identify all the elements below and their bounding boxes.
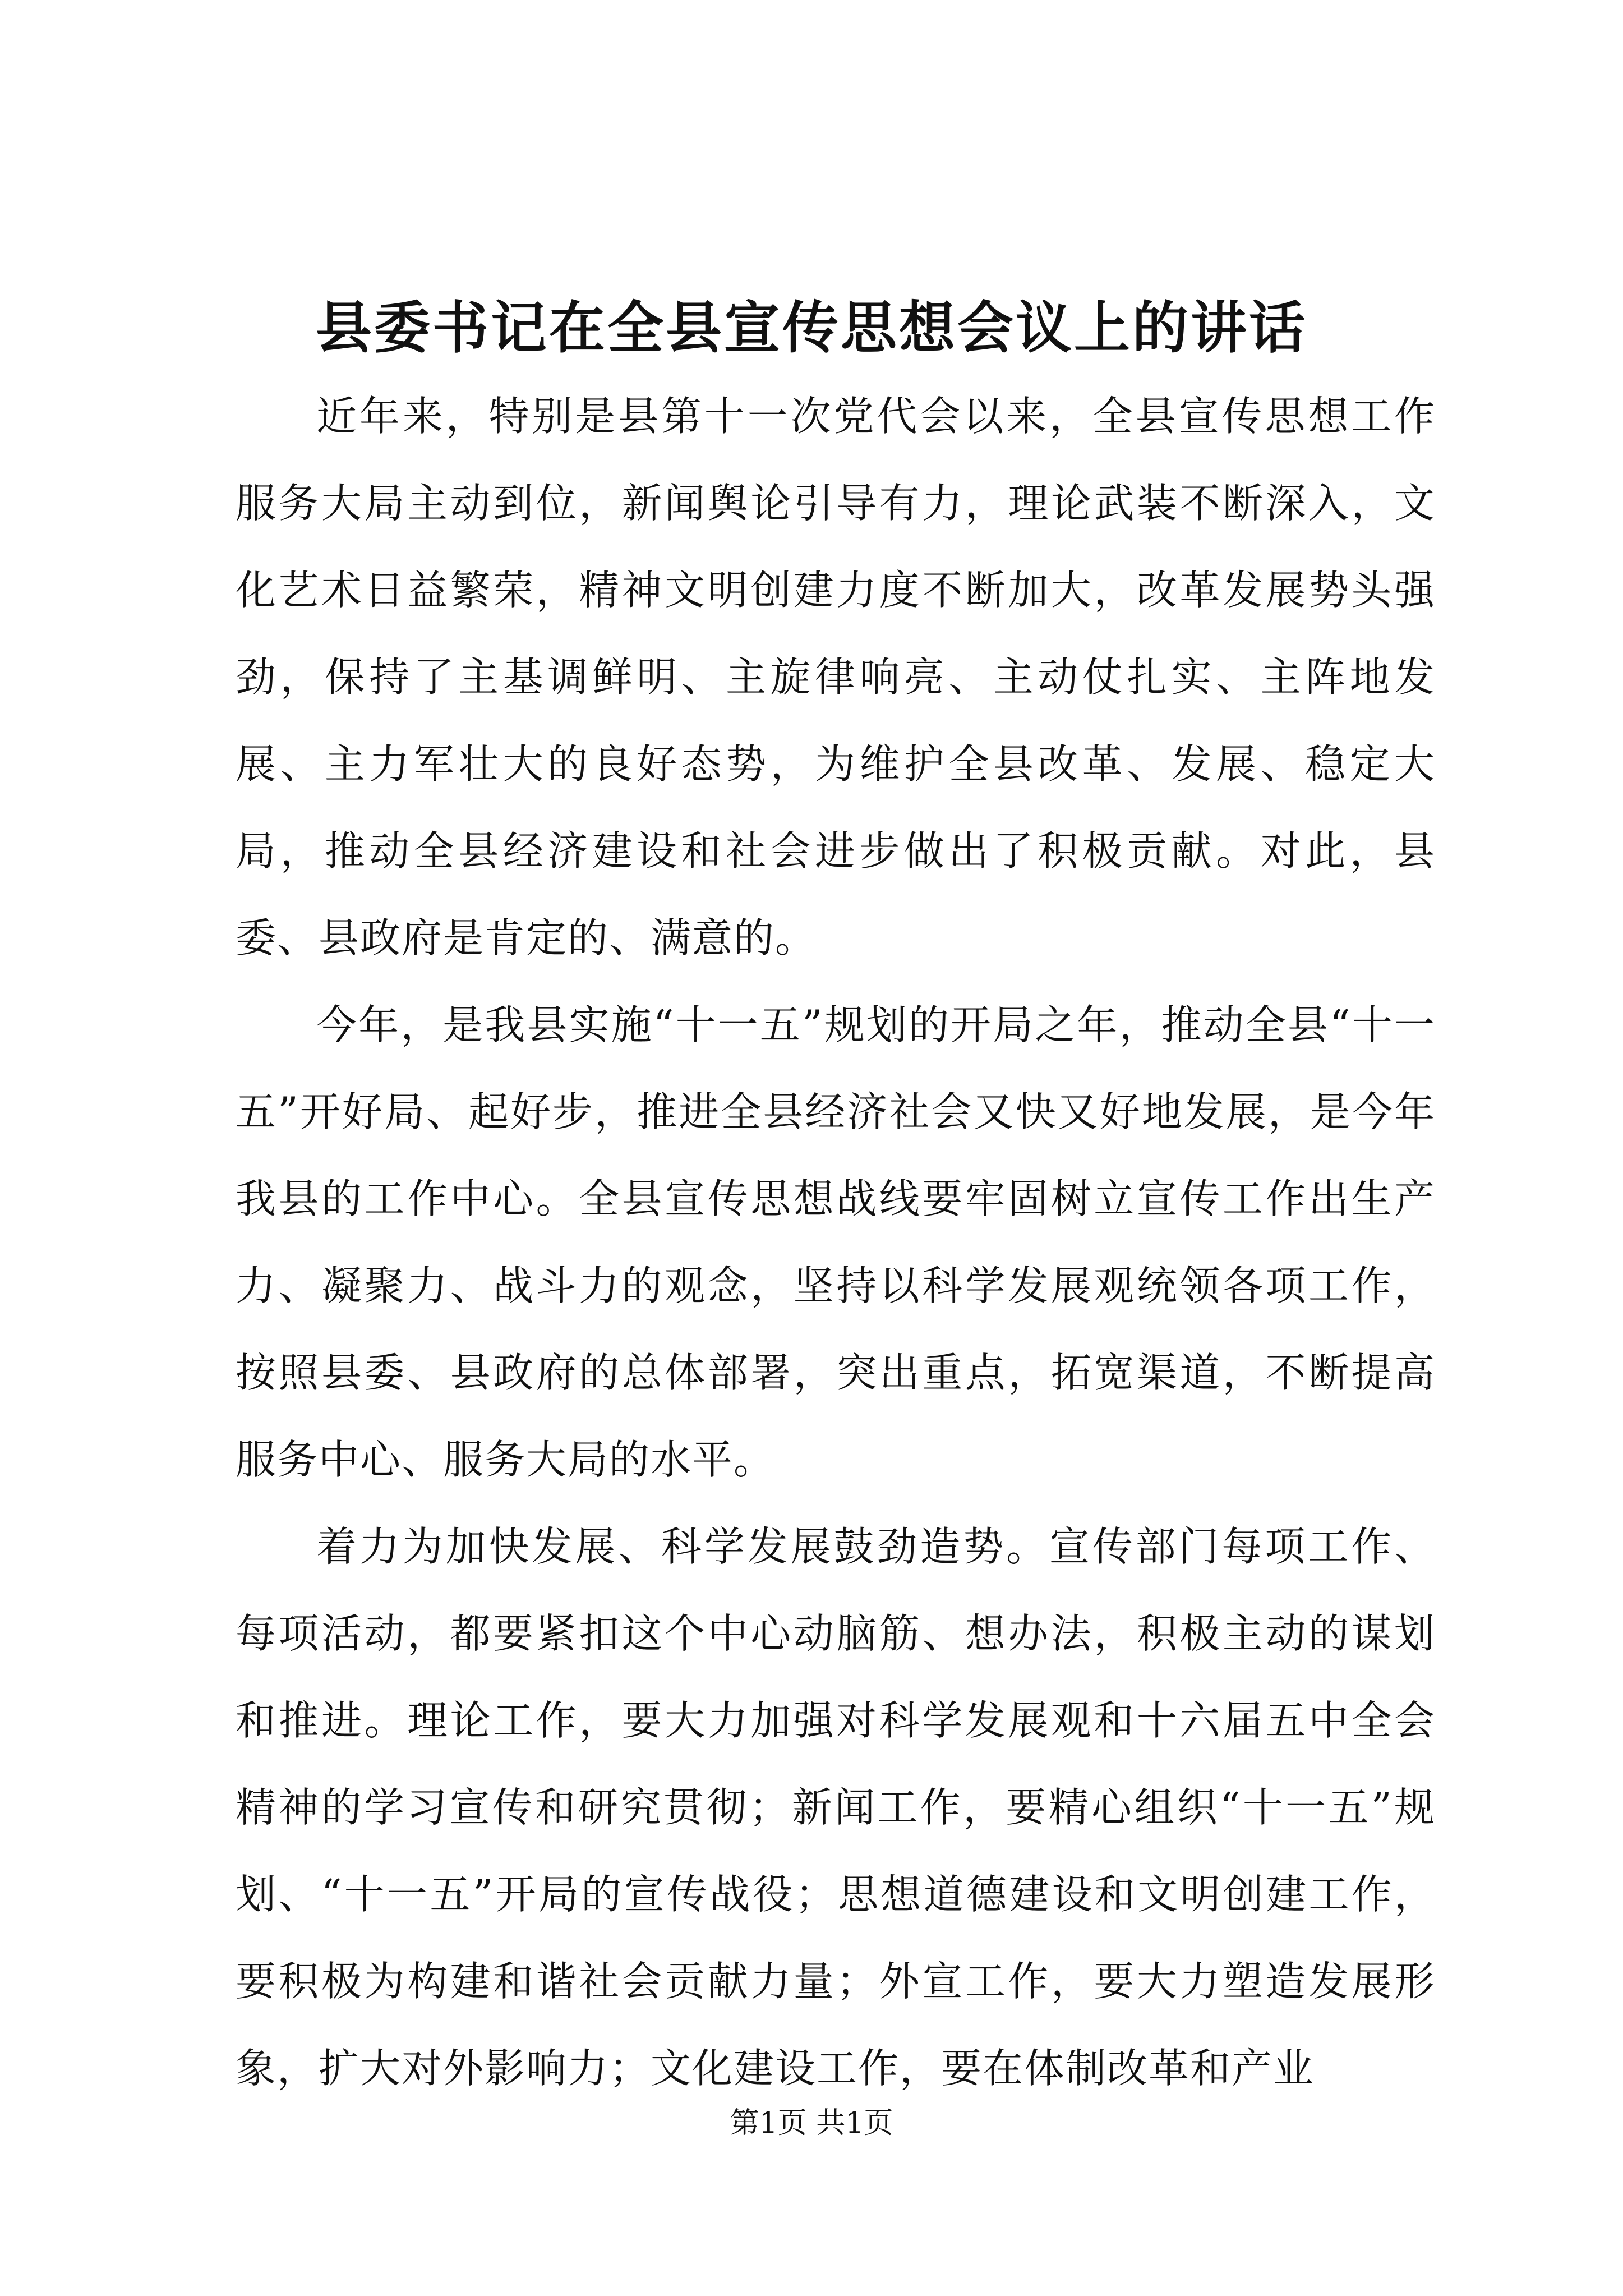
paragraph-1: 近年来，特别是县第十一次党代会以来，全县宣传思想工作服务大局主动到位，新闻舆论引导有力，理论武装不断深入，文化艺术日益繁荣，精神文明创建力度不断加大，改革发展势头强劲，保持了主基调鲜明、主旋律响亮、主动仗扎实、主阵地发展、主力军壮大的良好态势，为维护全县改革、发展、稳定大局，推动全县经济建设和社会进步做出了积极贡献。对此，县委、县政府是肯定的、满意的。 [236, 393, 1436, 961]
document-body [236, 373, 1436, 2112]
paragraph-2: 今年，是我县实施“十一五”规划的开局之年，推动全县“十一五”开好局、起好步，推进全县经济社会又快又好地发展，是今年我县的工作中心。全县宣传思想战线要牢固树立宣传工作出生产力、凝聚力、战斗力的观念，坚持以科学发展观统领各项工作，按照县委、县政府的总体部署，突出重点，拓宽渠道，不断提高服务中心、服务大局的水平。 [236, 1001, 1436, 1483]
paragraph-3: 着力为加快发展、科学发展鼓劲造势。宣传部门每项工作、每项活动，都要紧扣这个中心动脑筋、想办法，积极主动的谋划和推进。理论工作，要大力加强对科学发展观和十六届五中全会精神的学习宣传和研究贯彻；新闻工作，要精心组织“十一五”规划、“十一五”开局的宣传战役；思想道德建设和文明创建工作，要积极为构建和谐社会贡献力量；外宣工作，要大力塑造发展形象，扩大对外影响力；文化建设工作，要在体制改革和产业 [236, 1523, 1436, 2092]
page-footer: 第1页 共1页 [730, 2106, 893, 2140]
document-title: 县委书记在全县宣传思想会议上的讲话 [316, 295, 1307, 361]
